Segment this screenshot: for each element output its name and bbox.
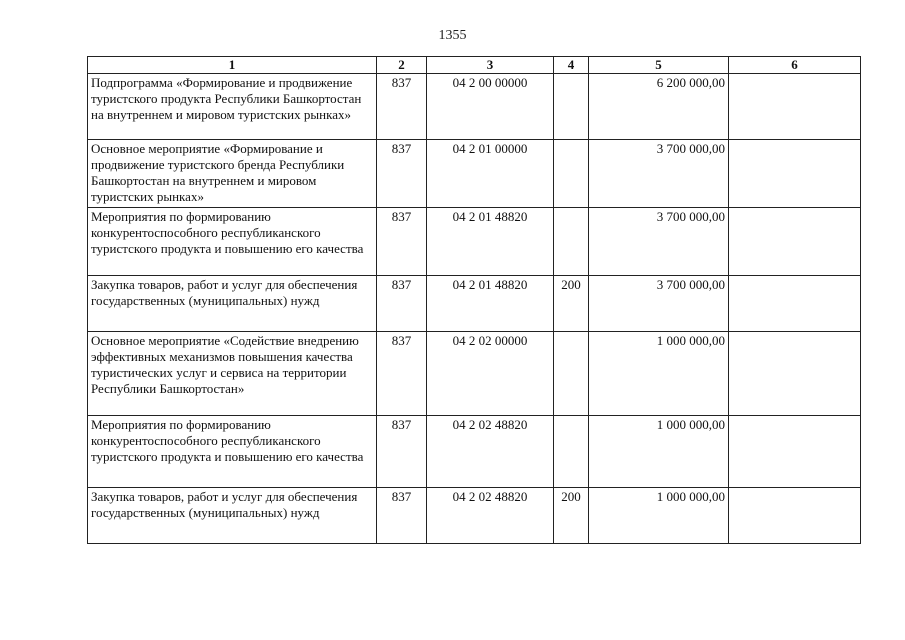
column-header-3: 3 xyxy=(427,57,554,74)
expense-type-code: 200 xyxy=(554,276,589,332)
column-header-1: 1 xyxy=(88,57,377,74)
column-header-4: 4 xyxy=(554,57,589,74)
ministry-code: 837 xyxy=(377,332,427,416)
ministry-code: 837 xyxy=(377,276,427,332)
expense-type-code xyxy=(554,416,589,488)
budget-table xyxy=(87,56,861,544)
amount-value: 3 700 000,00 xyxy=(589,140,729,208)
expense-type-code: 200 xyxy=(554,488,589,544)
ministry-code: 837 xyxy=(377,488,427,544)
ministry-code: 837 xyxy=(377,140,427,208)
page-number: 1355 xyxy=(438,28,467,43)
ministry-code: 837 xyxy=(377,74,427,140)
target-article-code: 04 2 02 48820 xyxy=(427,488,554,544)
row-name: Мероприятия по формированию конкурентоспособного республиканского туристского продукта и повышению его качества xyxy=(88,208,377,276)
amount-column-6 xyxy=(729,74,861,140)
target-article-code: 04 2 02 48820 xyxy=(427,416,554,488)
amount-value: 3 700 000,00 xyxy=(589,208,729,276)
expense-type-code xyxy=(554,140,589,208)
table-row xyxy=(88,74,861,140)
table-header-row xyxy=(88,57,861,74)
amount-column-6 xyxy=(729,208,861,276)
target-article-code: 04 2 01 48820 xyxy=(427,276,554,332)
row-name: Основное мероприятие «Содействие внедрению эффективных механизмов повышения качества туристических услуг и сервиса на территории Республики Башкортостан» xyxy=(88,332,377,416)
table-row xyxy=(88,332,861,416)
row-name: Подпрограмма «Формирование и продвижение туристского продукта Республики Башкортостан на внутреннем и мировом туристских рынках» xyxy=(88,74,377,140)
amount-value: 6 200 000,00 xyxy=(589,74,729,140)
amount-column-6 xyxy=(729,140,861,208)
row-name: Основное мероприятие «Формирование и продвижение туристского бренда Республики Башкортостан на внутреннем и мировом туристских рынках» xyxy=(88,140,377,208)
expense-type-code xyxy=(554,74,589,140)
amount-column-6 xyxy=(729,276,861,332)
amount-value: 1 000 000,00 xyxy=(589,488,729,544)
target-article-code: 04 2 01 00000 xyxy=(427,140,554,208)
amount-column-6 xyxy=(729,332,861,416)
table-row xyxy=(88,140,861,208)
row-name: Закупка товаров, работ и услуг для обеспечения государственных (муниципальных) нужд xyxy=(88,276,377,332)
table-row xyxy=(88,208,861,276)
column-header-5: 5 xyxy=(589,57,729,74)
table-row xyxy=(88,276,861,332)
amount-column-6 xyxy=(729,488,861,544)
row-name: Закупка товаров, работ и услуг для обеспечения государственных (муниципальных) нужд xyxy=(88,488,377,544)
target-article-code: 04 2 00 00000 xyxy=(427,74,554,140)
amount-value: 1 000 000,00 xyxy=(589,416,729,488)
target-article-code: 04 2 01 48820 xyxy=(427,208,554,276)
table-row xyxy=(88,488,861,544)
column-header-2: 2 xyxy=(377,57,427,74)
amount-column-6 xyxy=(729,416,861,488)
ministry-code: 837 xyxy=(377,208,427,276)
expense-type-code xyxy=(554,208,589,276)
row-name: Мероприятия по формированию конкурентоспособного республиканского туристского продукта и повышению его качества xyxy=(88,416,377,488)
amount-value: 3 700 000,00 xyxy=(589,276,729,332)
target-article-code: 04 2 02 00000 xyxy=(427,332,554,416)
ministry-code: 837 xyxy=(377,416,427,488)
table-row xyxy=(88,416,861,488)
column-header-6: 6 xyxy=(729,57,861,74)
amount-value: 1 000 000,00 xyxy=(589,332,729,416)
expense-type-code xyxy=(554,332,589,416)
